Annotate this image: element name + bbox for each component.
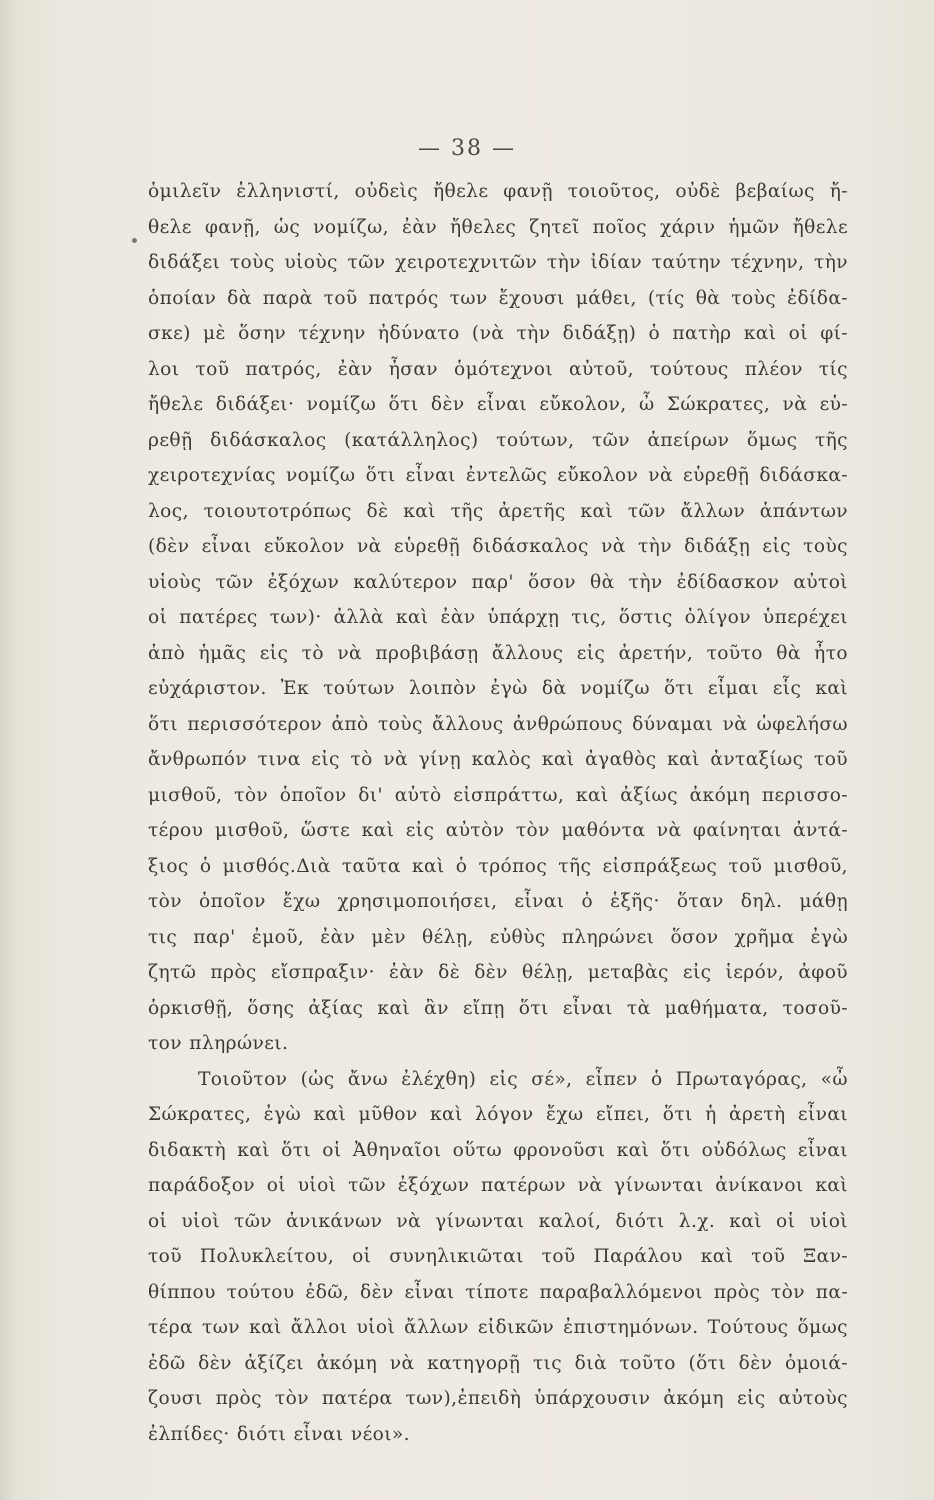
page-number: — 38 —: [418, 136, 516, 161]
text-line: Σώκρατες, ἐγὼ καὶ μῦθον καὶ λόγον ἔχω εἴπει, ὅτι ἡ ἀρετὴ εἶναι: [148, 1104, 848, 1125]
text-line: τέρου μισθοῦ, ὥστε καὶ εἰς αὐτὸν τὸν μαθόντα νὰ φαίνηται ἀντά-: [148, 820, 848, 841]
text-line: λος, τοιουτοτρόπως δὲ καὶ τῆς ἀρετῆς καὶ τῶν ἄλλων ἁπάντων: [148, 500, 848, 522]
text-line: Τοιοῦτον (ὡς ἄνω ἐλέχθη) εἰς σέ», εἶπεν ὁ Πρωταγόρας, «ὦ: [198, 1068, 848, 1090]
text-line: μισθοῦ, τὸν ὁποῖον δι' αὐτὸ εἰσπράττω, καὶ ἀξίως ἀκόμη περισσο-: [148, 784, 848, 806]
text-line: οἱ πατέρες των)· ἀλλὰ καὶ ἐὰν ὑπάρχῃ τις, ὅστις ὀλίγον ὑπερέχει: [148, 607, 848, 628]
text-line: τέρα των καὶ ἄλλοι υἱοὶ ἄλλων εἰδικῶν ἐπιστημόνων. Τούτους ὅμως: [148, 1317, 848, 1338]
text-line: (δὲν εἶναι εὔκολον νὰ εὑρεθῇ διδάσκαλος νὰ τὴν διδάξῃ εἰς τοὺς: [148, 536, 848, 557]
text-line: εὐχάριστον. Ἐκ τούτων λοιπὸν ἐγὼ δὰ νομίζω ὅτι εἶμαι εἷς καὶ: [148, 678, 848, 699]
text-line: τοῦ Πολυκλείτου, οἱ συνηλικιῶται τοῦ Παράλου καὶ τοῦ Ξαν-: [148, 1246, 848, 1267]
text-line: διδάξει τοὺς υἱοὺς τῶν χειροτεχνιτῶν τὴν ἰδίαν ταύτην τέχνην, τὴν: [148, 252, 848, 273]
text-line: ἤθελε διδάξει· νομίζω ὅτι δὲν εἶναι εὔκολον, ὦ Σώκρατες, νὰ εὑ-: [148, 394, 848, 415]
text-line: ζουσι πρὸς τὸν πατέρα των),ἐπειδὴ ὑπάρχουσιν ἀκόμη εἰς αὐτοὺς: [148, 1388, 848, 1409]
text-line: ἐλπίδες· διότι εἶναι νέοι».: [148, 1423, 410, 1445]
text-line: ρεθῇ διδάσκαλος (κατάλληλος) τούτων, τῶν ἀπείρων ὅμως τῆς: [148, 429, 848, 451]
text-line: θίππου τούτου ἐδῶ, δὲν εἶναι τίποτε παραβαλλόμενοι πρὸς τὸν πα-: [148, 1281, 848, 1303]
text-line: τον πληρώνει.: [148, 1033, 289, 1054]
text-line: διδακτὴ καὶ ὅτι οἱ Ἀθηναῖοι οὕτω φρονοῦσι καὶ ὅτι οὐδόλως εἶναι: [148, 1139, 848, 1161]
page-gutter-shadow: [0, 0, 18, 1500]
ink-speck: [132, 238, 137, 243]
text-line: θελε φανῇ, ὡς νομίζω, ἐὰν ἤθελες ζητεῖ ποῖος χάριν ἡμῶν ἤθελε: [148, 216, 848, 238]
text-line: ζητῶ πρὸς εἴσπραξιν· ἐὰν δὲ δὲν θέλῃ, μεταβὰς εἰς ἱερόν, ἀφοῦ: [148, 962, 848, 983]
text-line: σκε) μὲ ὅσην τέχνην ἠδύνατο (νὰ τὴν διδάξῃ) ὁ πατὴρ καὶ οἱ φί-: [148, 323, 848, 344]
text-line: ὅτι περισσότερον ἀπὸ τοὺς ἄλλους ἀνθρώπους δύναμαι νὰ ὠφελήσω: [148, 713, 848, 735]
text-line: παράδοξον οἱ υἱοὶ τῶν ἐξόχων πατέρων νὰ γίνωνται ἀνίκανοι καὶ: [148, 1175, 848, 1196]
text-line: λοι τοῦ πατρός, ἐὰν ἦσαν ὁμότεχνοι αὐτοῦ, τούτους πλέον τίς: [148, 358, 848, 380]
text-line: υἱοὺς τῶν ἐξόχων καλύτερον παρ' ὅσον θὰ τὴν ἐδίδασκον αὐτοὶ: [148, 571, 848, 593]
text-line: ὁμιλεῖν ἑλληνιστί, οὐδεὶς ἤθελε φανῇ τοιοῦτος, οὐδὲ βεβαίως ἤ-: [148, 181, 848, 202]
text-line: ἐδῶ δὲν ἀξίζει ἀκόμη νὰ κατηγορῇ τις διὰ τοῦτο (ὅτι δὲν ὁμοιά-: [148, 1352, 848, 1374]
text-line: ὁρκισθῇ, ὅσης ἀξίας καὶ ἂν εἴπῃ ὅτι εἶναι τὰ μαθήματα, τοσοῦ-: [148, 997, 848, 1019]
body-text: [148, 174, 848, 1452]
text-line: ἄνθρωπόν τινα εἰς τὸ νὰ γίνῃ καλὸς καὶ ἀγαθὸς καὶ ἀνταξίως τοῦ: [148, 749, 848, 770]
text-line: τις παρ' ἐμοῦ, ἐὰν μὲν θέλῃ, εὐθὺς πληρώνει ὅσον χρῆμα ἐγὼ: [148, 926, 848, 948]
text-line: χειροτεχνίας νομίζω ὅτι εἶναι ἐντελῶς εὔκολον νὰ εὑρεθῇ διδάσκα-: [148, 465, 848, 486]
text-line: ξιος ὁ μισθός.Διὰ ταῦτα καὶ ὁ τρόπος τῆς εἰσπράξεως τοῦ μισθοῦ,: [148, 855, 848, 877]
text-line: ὁποίαν δὰ παρὰ τοῦ πατρός των ἔχουσι μάθει, (τίς θὰ τοὺς ἐδίδα-: [148, 287, 848, 309]
text-line: ἀπὸ ἡμᾶς εἰς τὸ νὰ προβιβάσῃ ἄλλους εἰς ἀρετήν, τοῦτο θὰ ἦτο: [148, 642, 848, 664]
text-line: τὸν ὁποῖον ἔχω χρησιμοποιήσει, εἶναι ὁ ἑξῆς· ὅταν δηλ. μάθῃ: [148, 891, 848, 912]
text-line: οἱ υἱοὶ τῶν ἀνικάνων νὰ γίνωνται καλοί, διότι λ.χ. καὶ οἱ υἱοὶ: [148, 1210, 848, 1232]
